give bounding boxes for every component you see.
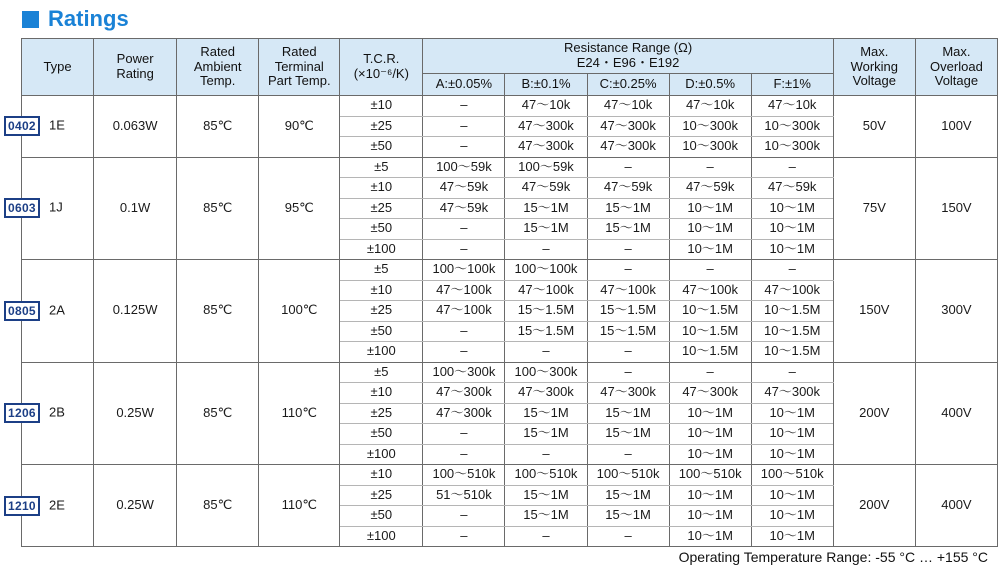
header-max-working-voltage: Max. Working Voltage — [833, 39, 915, 96]
resistance-range-cell: 15〜1M — [587, 485, 669, 506]
resistance-range-cell: 15〜1M — [505, 219, 587, 240]
resistance-range-cell: 47〜300k — [505, 137, 587, 158]
header-resistance-range: Resistance Range (Ω) E24・E96・E192 — [423, 39, 833, 74]
resistance-range-cell: 10〜1M — [669, 239, 751, 260]
resistance-range-cell: 10〜1M — [751, 444, 833, 465]
resistance-range-cell: 47〜59k — [423, 178, 505, 199]
resistance-range-cell: 10〜1.5M — [751, 321, 833, 342]
resistance-range-cell: 10〜300k — [669, 116, 751, 137]
terminal-temp-cell: 100℃ — [259, 260, 340, 363]
resistance-range-cell: 15〜1M — [587, 198, 669, 219]
size-code-badge: 0603 — [4, 198, 40, 218]
resistance-range-cell: 47〜10k — [751, 96, 833, 117]
terminal-temp-cell: 110℃ — [259, 465, 340, 547]
resistance-range-cell: 15〜1M — [505, 198, 587, 219]
resistance-range-cell: 47〜59k — [505, 178, 587, 199]
type-cell — [8, 362, 94, 465]
resistance-range-cell: 47〜300k — [423, 383, 505, 404]
working-voltage-cell: 75V — [833, 157, 915, 260]
page-title: Ratings — [48, 6, 129, 31]
table-row — [22, 362, 998, 383]
resistance-range-cell: 100〜59k — [505, 157, 587, 178]
type-code: 2B — [49, 404, 65, 420]
resistance-range-cell: – — [587, 526, 669, 547]
table-header — [22, 39, 998, 96]
working-voltage-cell: 200V — [833, 465, 915, 547]
ambient-temp-cell: 85℃ — [177, 157, 259, 260]
terminal-temp-cell: 110℃ — [259, 362, 340, 465]
header-max-overload-voltage: Max. Overload Voltage — [915, 39, 997, 96]
resistance-range-cell: 10〜300k — [669, 137, 751, 158]
resistance-range-cell: 10〜1M — [751, 198, 833, 219]
resistance-range-cell: 100〜100k — [505, 260, 587, 281]
tcr-cell: ±25 — [340, 485, 423, 506]
ambient-temp-cell: 85℃ — [177, 260, 259, 363]
resistance-range-cell: 47〜300k — [669, 383, 751, 404]
size-code-badge: 1206 — [4, 403, 40, 423]
power-rating-cell: 0.1W — [94, 157, 177, 260]
tcr-cell: ±50 — [340, 424, 423, 445]
resistance-range-cell: 10〜1M — [669, 403, 751, 424]
type-cell — [8, 260, 94, 363]
resistance-range-cell: – — [423, 239, 505, 260]
resistance-range-cell: 47〜59k — [423, 198, 505, 219]
ambient-temp-cell: 85℃ — [177, 465, 259, 547]
header-rated-terminal-temp: Rated Terminal Part Temp. — [259, 39, 340, 96]
resistance-range-cell: 10〜1.5M — [669, 321, 751, 342]
resistance-range-cell: 15〜1M — [587, 219, 669, 240]
resistance-range-cell: 47〜100k — [751, 280, 833, 301]
working-voltage-cell: 200V — [833, 362, 915, 465]
resistance-range-cell: 10〜1M — [751, 424, 833, 445]
resistance-range-cell: 100〜510k — [423, 465, 505, 486]
type-cell — [8, 157, 94, 260]
resistance-range-cell: – — [751, 260, 833, 281]
type-code: 2A — [49, 302, 65, 318]
resistance-range-cell: 100〜510k — [669, 465, 751, 486]
header-tolerance-a: A:±0.05% — [423, 74, 505, 96]
header-tolerance-d: D:±0.5% — [669, 74, 751, 96]
resistance-range-cell: 10〜1M — [669, 444, 751, 465]
resistance-range-cell: 47〜300k — [587, 137, 669, 158]
resistance-range-cell: 10〜1M — [751, 239, 833, 260]
resistance-range-cell: 10〜1M — [669, 198, 751, 219]
table-row — [22, 96, 998, 117]
ambient-temp-cell: 85℃ — [177, 362, 259, 465]
table-row — [22, 260, 998, 281]
resistance-range-cell: 47〜59k — [669, 178, 751, 199]
overload-voltage-cell: 300V — [915, 260, 997, 363]
tcr-cell: ±50 — [340, 219, 423, 240]
header-tolerance-b: B:±0.1% — [505, 74, 587, 96]
resistance-range-cell: – — [505, 342, 587, 363]
size-code-badge: 0805 — [4, 301, 40, 321]
resistance-range-cell: 10〜1M — [751, 485, 833, 506]
resistance-range-cell: 51〜510k — [423, 485, 505, 506]
tcr-cell: ±10 — [340, 383, 423, 404]
type-code: 1J — [49, 199, 63, 215]
resistance-range-cell: – — [423, 526, 505, 547]
resistance-range-cell: 47〜100k — [669, 280, 751, 301]
overload-voltage-cell: 400V — [915, 362, 997, 465]
table-row — [22, 465, 998, 486]
resistance-range-cell: 15〜1M — [505, 403, 587, 424]
tcr-cell: ±10 — [340, 465, 423, 486]
resistance-range-cell: – — [423, 96, 505, 117]
tcr-cell: ±5 — [340, 260, 423, 281]
resistance-range-cell: – — [587, 239, 669, 260]
resistance-range-cell: 47〜300k — [505, 383, 587, 404]
type-cell — [8, 465, 94, 547]
resistance-range-cell: 15〜1.5M — [505, 321, 587, 342]
resistance-range-cell: 10〜1.5M — [751, 342, 833, 363]
working-voltage-cell: 50V — [833, 96, 915, 158]
resistance-range-cell: 47〜300k — [587, 116, 669, 137]
resistance-range-cell: – — [587, 157, 669, 178]
tcr-cell: ±100 — [340, 444, 423, 465]
operating-temperature-note: Operating Temperature Range: -55 °C … +155 °C — [678, 549, 988, 565]
tcr-cell: ±50 — [340, 137, 423, 158]
resistance-range-cell: 47〜100k — [587, 280, 669, 301]
resistance-range-cell: 15〜1M — [587, 424, 669, 445]
size-code-badge: 0402 — [4, 116, 40, 136]
header-tolerance-f: F:±1% — [751, 74, 833, 96]
tcr-cell: ±10 — [340, 96, 423, 117]
section-heading — [22, 5, 129, 33]
resistance-range-cell: 100〜300k — [423, 362, 505, 383]
resistance-range-cell: 47〜10k — [587, 96, 669, 117]
table-row — [22, 157, 998, 178]
size-code-badge: 1210 — [4, 496, 40, 516]
resistance-range-cell: 10〜1M — [669, 526, 751, 547]
overload-voltage-cell: 400V — [915, 465, 997, 547]
tcr-cell: ±100 — [340, 342, 423, 363]
resistance-range-cell: 100〜510k — [751, 465, 833, 486]
ratings-table — [8, 38, 998, 547]
resistance-range-cell: – — [587, 362, 669, 383]
resistance-range-cell: – — [423, 137, 505, 158]
working-voltage-cell: 150V — [833, 260, 915, 363]
resistance-range-cell: – — [423, 116, 505, 137]
resistance-range-cell: 47〜100k — [423, 301, 505, 322]
type-code: 1E — [49, 117, 65, 133]
tcr-cell: ±25 — [340, 198, 423, 219]
resistance-range-cell: 10〜1.5M — [669, 301, 751, 322]
resistance-range-cell: 47〜10k — [669, 96, 751, 117]
resistance-range-cell: – — [423, 321, 505, 342]
tcr-cell: ±50 — [340, 506, 423, 527]
resistance-range-cell: 47〜100k — [423, 280, 505, 301]
resistance-range-cell: 100〜300k — [505, 362, 587, 383]
resistance-range-cell: – — [505, 526, 587, 547]
resistance-range-cell: – — [505, 239, 587, 260]
header-rated-ambient-temp: Rated Ambient Temp. — [177, 39, 259, 96]
tcr-cell: ±10 — [340, 178, 423, 199]
resistance-range-cell: 47〜10k — [505, 96, 587, 117]
resistance-range-cell: 10〜1M — [669, 219, 751, 240]
resistance-range-cell: 10〜1M — [751, 506, 833, 527]
resistance-range-cell: – — [423, 424, 505, 445]
resistance-range-cell: – — [751, 157, 833, 178]
resistance-range-cell: 15〜1M — [587, 403, 669, 424]
resistance-range-cell: 10〜1M — [669, 485, 751, 506]
terminal-temp-cell: 90℃ — [259, 96, 340, 158]
resistance-range-cell: 10〜1M — [751, 526, 833, 547]
resistance-range-cell: – — [587, 342, 669, 363]
type-cell — [8, 96, 94, 158]
overload-voltage-cell: 150V — [915, 157, 997, 260]
resistance-range-cell: – — [669, 157, 751, 178]
resistance-range-cell: 47〜59k — [751, 178, 833, 199]
header-tcr: T.C.R. (×10⁻⁶/K) — [340, 39, 423, 96]
resistance-range-cell: 100〜510k — [505, 465, 587, 486]
tcr-cell: ±50 — [340, 321, 423, 342]
type-code: 2E — [49, 497, 65, 513]
power-rating-cell: 0.25W — [94, 362, 177, 465]
resistance-range-cell: 47〜100k — [505, 280, 587, 301]
terminal-temp-cell: 95℃ — [259, 157, 340, 260]
resistance-range-cell: – — [669, 362, 751, 383]
tcr-cell: ±5 — [340, 157, 423, 178]
table-body — [8, 96, 998, 547]
overload-voltage-cell: 100V — [915, 96, 997, 158]
tcr-cell: ±10 — [340, 280, 423, 301]
power-rating-cell: 0.063W — [94, 96, 177, 158]
resistance-range-cell: 15〜1M — [505, 506, 587, 527]
resistance-range-cell: 10〜1M — [751, 219, 833, 240]
heading-square-icon — [22, 11, 39, 28]
resistance-range-cell: 10〜1M — [669, 424, 751, 445]
header-tolerance-c: C:±0.25% — [587, 74, 669, 96]
tcr-cell: ±100 — [340, 239, 423, 260]
resistance-range-cell: 100〜100k — [423, 260, 505, 281]
resistance-range-cell: – — [423, 342, 505, 363]
resistance-range-cell: 47〜300k — [423, 403, 505, 424]
tcr-cell: ±100 — [340, 526, 423, 547]
resistance-range-cell: 10〜300k — [751, 137, 833, 158]
resistance-range-cell: 10〜1M — [669, 506, 751, 527]
resistance-range-cell: 15〜1M — [505, 485, 587, 506]
resistance-range-cell: 10〜1.5M — [751, 301, 833, 322]
resistance-range-cell: – — [669, 260, 751, 281]
resistance-range-cell: – — [423, 506, 505, 527]
resistance-range-cell: 47〜300k — [505, 116, 587, 137]
resistance-range-cell: 100〜510k — [587, 465, 669, 486]
resistance-range-cell: 15〜1M — [505, 424, 587, 445]
tcr-cell: ±5 — [340, 362, 423, 383]
resistance-range-cell: – — [587, 444, 669, 465]
resistance-range-cell: 47〜300k — [587, 383, 669, 404]
resistance-range-cell: – — [751, 362, 833, 383]
ambient-temp-cell: 85℃ — [177, 96, 259, 158]
tcr-cell: ±25 — [340, 116, 423, 137]
tcr-cell: ±25 — [340, 403, 423, 424]
header-power-rating: Power Rating — [94, 39, 177, 96]
resistance-range-cell: 15〜1.5M — [505, 301, 587, 322]
resistance-range-cell: 15〜1.5M — [587, 321, 669, 342]
resistance-range-cell: 47〜300k — [751, 383, 833, 404]
header-type: Type — [22, 39, 94, 96]
resistance-range-cell: 10〜1.5M — [669, 342, 751, 363]
resistance-range-cell: 10〜300k — [751, 116, 833, 137]
resistance-range-cell: – — [587, 260, 669, 281]
resistance-range-cell: 100〜59k — [423, 157, 505, 178]
resistance-range-cell: – — [423, 219, 505, 240]
resistance-range-cell: 15〜1.5M — [587, 301, 669, 322]
resistance-range-cell: 47〜59k — [587, 178, 669, 199]
resistance-range-cell: – — [505, 444, 587, 465]
resistance-range-cell: – — [423, 444, 505, 465]
power-rating-cell: 0.25W — [94, 465, 177, 547]
resistance-range-cell: 10〜1M — [751, 403, 833, 424]
tcr-cell: ±25 — [340, 301, 423, 322]
resistance-range-cell: 15〜1M — [587, 506, 669, 527]
power-rating-cell: 0.125W — [94, 260, 177, 363]
